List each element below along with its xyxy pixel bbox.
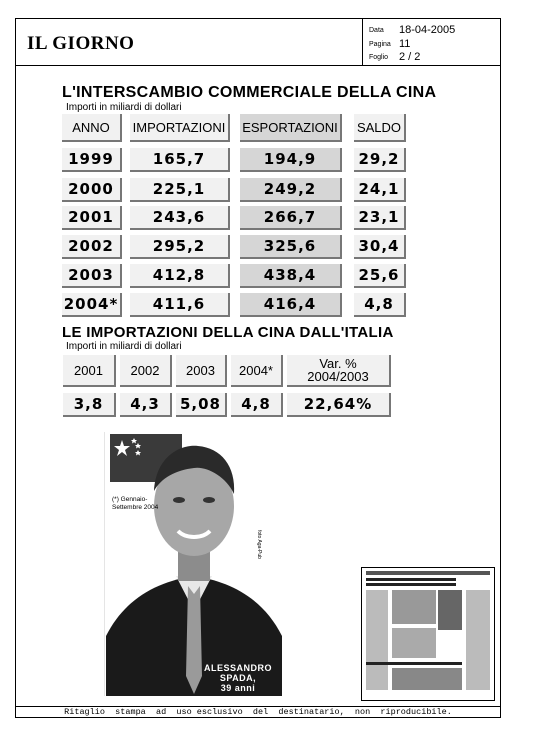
photo-credit: foto Aga-Pub — [256, 530, 262, 559]
imports-table-title: LE IMPORTAZIONI DELLA CINA DALL'ITALIA — [62, 324, 394, 341]
imports-header-cell: 2001 — [63, 355, 116, 387]
trade-data-cell: 411,6 — [130, 293, 230, 317]
clipping-meta — [362, 18, 501, 66]
meta-date-label: Data — [369, 27, 384, 34]
trade-data-cell: 2002 — [62, 235, 122, 259]
trade-data-cell: 2004* — [62, 293, 122, 317]
trade-data-cell: 249,2 — [240, 178, 342, 202]
trade-data-cell: 4,8 — [354, 293, 406, 317]
imports-value-cell: 5,08 — [176, 393, 227, 417]
trade-data-cell: 225,1 — [130, 178, 230, 202]
person-caption — [198, 663, 278, 693]
trade-header-cell: IMPORTAZIONI — [130, 114, 230, 142]
page-thumbnail — [361, 567, 495, 701]
meta-page-label: Pagina — [369, 41, 391, 48]
trade-data-cell: 2003 — [62, 264, 122, 288]
trade-data-cell: 266,7 — [240, 206, 342, 230]
trade-data-cell: 325,6 — [240, 235, 342, 259]
trade-header-cell: ESPORTAZIONI — [240, 114, 342, 142]
imports-header-cell: Var. % 2004/2003 — [287, 355, 391, 387]
imports-value-cell: 3,8 — [63, 393, 116, 417]
trade-header-cell: ANNO — [62, 114, 122, 142]
trade-data-cell: 243,6 — [130, 206, 230, 230]
imports-header-cell: 2004* — [231, 355, 283, 387]
imports-value-cell: 22,64% — [287, 393, 391, 417]
newspaper-logo: IL GIORNO — [27, 33, 135, 54]
trade-data-cell: 1999 — [62, 148, 122, 172]
trade-data-cell: 165,7 — [130, 148, 230, 172]
trade-data-cell: 2000 — [62, 178, 122, 202]
imports-value-cell: 4,3 — [120, 393, 172, 417]
period-note: (*) Gennaio-Settembre 2004 — [112, 496, 159, 511]
trade-data-cell: 24,1 — [354, 178, 406, 202]
person-name: ALESSANDRO SPADA, — [203, 663, 272, 683]
man-portrait — [106, 436, 282, 696]
meta-sheet-label: Foglio — [369, 54, 389, 61]
trade-data-cell: 25,6 — [354, 264, 406, 288]
imports-header-cell: 2002 — [120, 355, 172, 387]
imports-value-cell: 4,8 — [231, 393, 283, 417]
meta-page-value: 11 — [399, 38, 411, 50]
trade-table-title: L'INTERSCAMBIO COMMERCIALE DELLA CINA — [62, 84, 437, 101]
person-age: 39 anni — [220, 683, 256, 693]
trade-data-cell: 194,9 — [240, 148, 342, 172]
trade-data-cell: 2001 — [62, 206, 122, 230]
trade-data-cell: 23,1 — [354, 206, 406, 230]
imports-table-subtitle: Importi in miliardi di dollari — [66, 341, 182, 352]
trade-table-subtitle: Importi in miliardi di dollari — [66, 102, 182, 113]
trade-data-cell: 416,4 — [240, 293, 342, 317]
trade-data-cell: 295,2 — [130, 235, 230, 259]
meta-date-value: 18-04-2005 — [399, 24, 456, 36]
trade-data-cell: 29,2 — [354, 148, 406, 172]
trade-data-cell: 30,4 — [354, 235, 406, 259]
imports-header-cell: 2003 — [176, 355, 227, 387]
trade-header-cell: SALDO — [354, 114, 406, 142]
trade-data-cell: 412,8 — [130, 264, 230, 288]
footer-disclaimer: Ritaglio stampa ad uso esclusivo del destinatario, non riproducibile. — [15, 706, 501, 718]
trade-data-cell: 438,4 — [240, 264, 342, 288]
meta-sheet-value: 2 / 2 — [399, 51, 421, 63]
